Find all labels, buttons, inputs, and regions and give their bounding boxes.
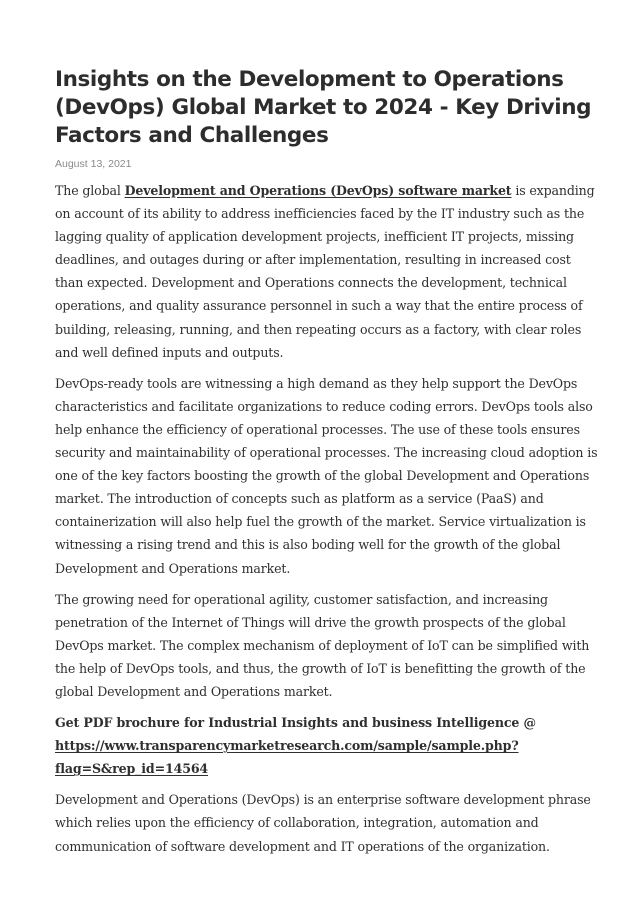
brochure-callout bbox=[55, 711, 600, 780]
brochure-link[interactable]: https://www.transparencymarketresearch.com/sample/sample.php?flag=S&rep_id=14564 bbox=[55, 738, 519, 777]
paragraph-1 bbox=[55, 179, 600, 364]
paragraph-3: The growing need for operational agility, customer satisfaction, and increasing penetration of the Internet of Things will drive the growth prospects of the global DevOps market. The complex mechanism of deployment of IoT can be simplified with the help of DevOps tools, and thus, the growth of IoT is benefitting the growth of the global Development and Operations market. bbox=[55, 591, 590, 699]
paragraph-4: Development and Operations (DevOps) is an enterprise software development phrase which relies upon the efficiency of collaboration, integration, automation and communication of software development and IT operations of the organization. bbox=[55, 792, 591, 854]
article bbox=[55, 66, 600, 866]
article-title: Insights on the Development to Operations (DevOps) Global Market to 2024 - Key Driving Factors and Challenges bbox=[55, 67, 592, 148]
brochure-label: Get PDF brochure for Industrial Insights and business Intelligence @ bbox=[55, 715, 536, 731]
devops-market-link[interactable]: Development and Operations (DevOps) software market bbox=[124, 183, 512, 198]
paragraph-1-body: is expanding on account of its ability to address inefficiencies faced by the IT industry such as the lagging quality of application development projects, inefficient IT projects, missing deadlines, and outages during or after implementation, resulting in increased cost than expected. Development and Operations connects the development, technical operations, and quality assurance personnel in such a way that the entire process of building, releasing, running, and then repeating occurs as a factory, with clear roles and well defined inputs and outputs. bbox=[55, 183, 595, 360]
paragraph-1-intro: The global bbox=[55, 183, 125, 198]
publish-date: August 13, 2021 bbox=[55, 158, 132, 170]
paragraph-2: DevOps-ready tools are witnessing a high demand as they help support the DevOps characteristics and facilitate organizations to reduce coding errors. DevOps tools also help enhance the efficiency of operational processes. The use of these tools ensures security and maintainability of operational processes. The increasing cloud adoption is one of the key factors boosting the growth of the global Development and Operations market. The introduction of concepts such as platform as a service (PaaS) and containerization will also help fuel the growth of the market. Service virtualization is witnessing a rising trend and this is also boding well for the growth of the global Development and Operations market. bbox=[55, 375, 598, 576]
